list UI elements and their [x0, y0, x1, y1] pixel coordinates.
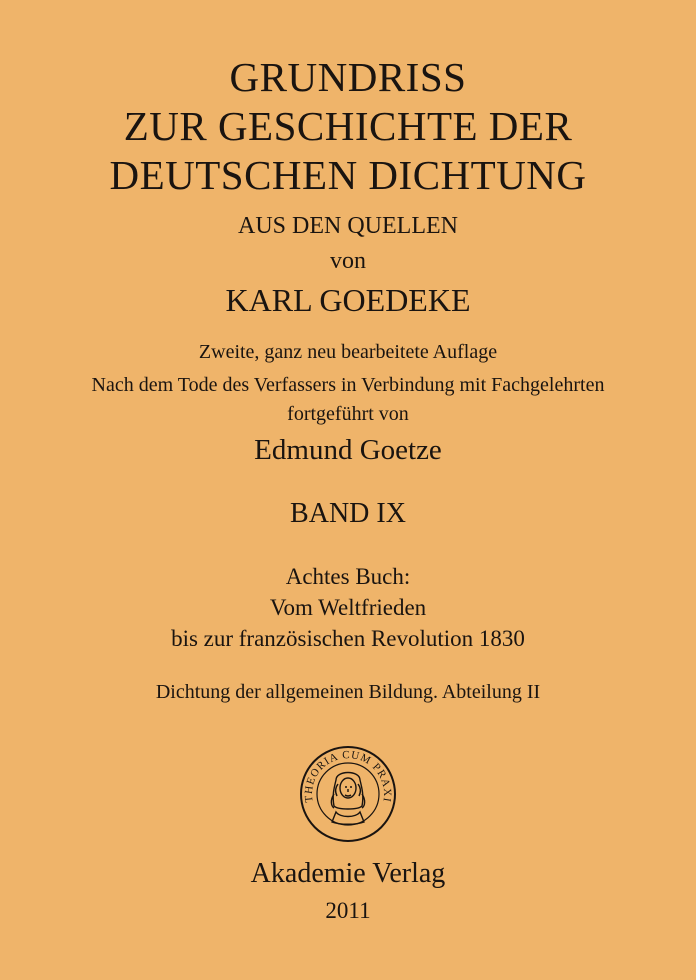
publication-year: 2011: [325, 898, 371, 923]
book-line-2: Vom Weltfrieden: [269, 595, 427, 620]
subtitle: AUS DEN QUELLEN: [238, 213, 458, 239]
continuation-line-2: fortgeführt von: [287, 403, 409, 425]
by-line: von: [330, 248, 366, 274]
book-line-3: bis zur französischen Revolution 1830: [171, 626, 525, 651]
seal-motto: THEORIA CUM PRAXI: [302, 749, 394, 804]
volume-label: BAND IX: [290, 498, 406, 529]
section-note: Dichtung der allgemeinen Bildung. Abteilung II: [155, 681, 541, 703]
book-line-1: Achtes Buch:: [285, 564, 411, 589]
publisher-name: Akademie Verlag: [250, 858, 446, 889]
title-line-1: GRUNDRISS: [229, 54, 467, 100]
author-name: KARL GOEDEKE: [225, 282, 471, 318]
edition-note: Zweite, ganz neu bearbeitete Auflage: [198, 341, 498, 363]
title-line-2: ZUR GESCHICHTE DER: [123, 103, 573, 149]
editor-name: Edmund Goetze: [254, 434, 442, 466]
title-line-3: DEUTSCHEN DICHTUNG: [109, 152, 587, 198]
continuation-line-1: Nach dem Tode des Verfassers in Verbindung mit Fachgelehrten: [91, 374, 605, 396]
portrait-seal-icon: [298, 744, 398, 844]
